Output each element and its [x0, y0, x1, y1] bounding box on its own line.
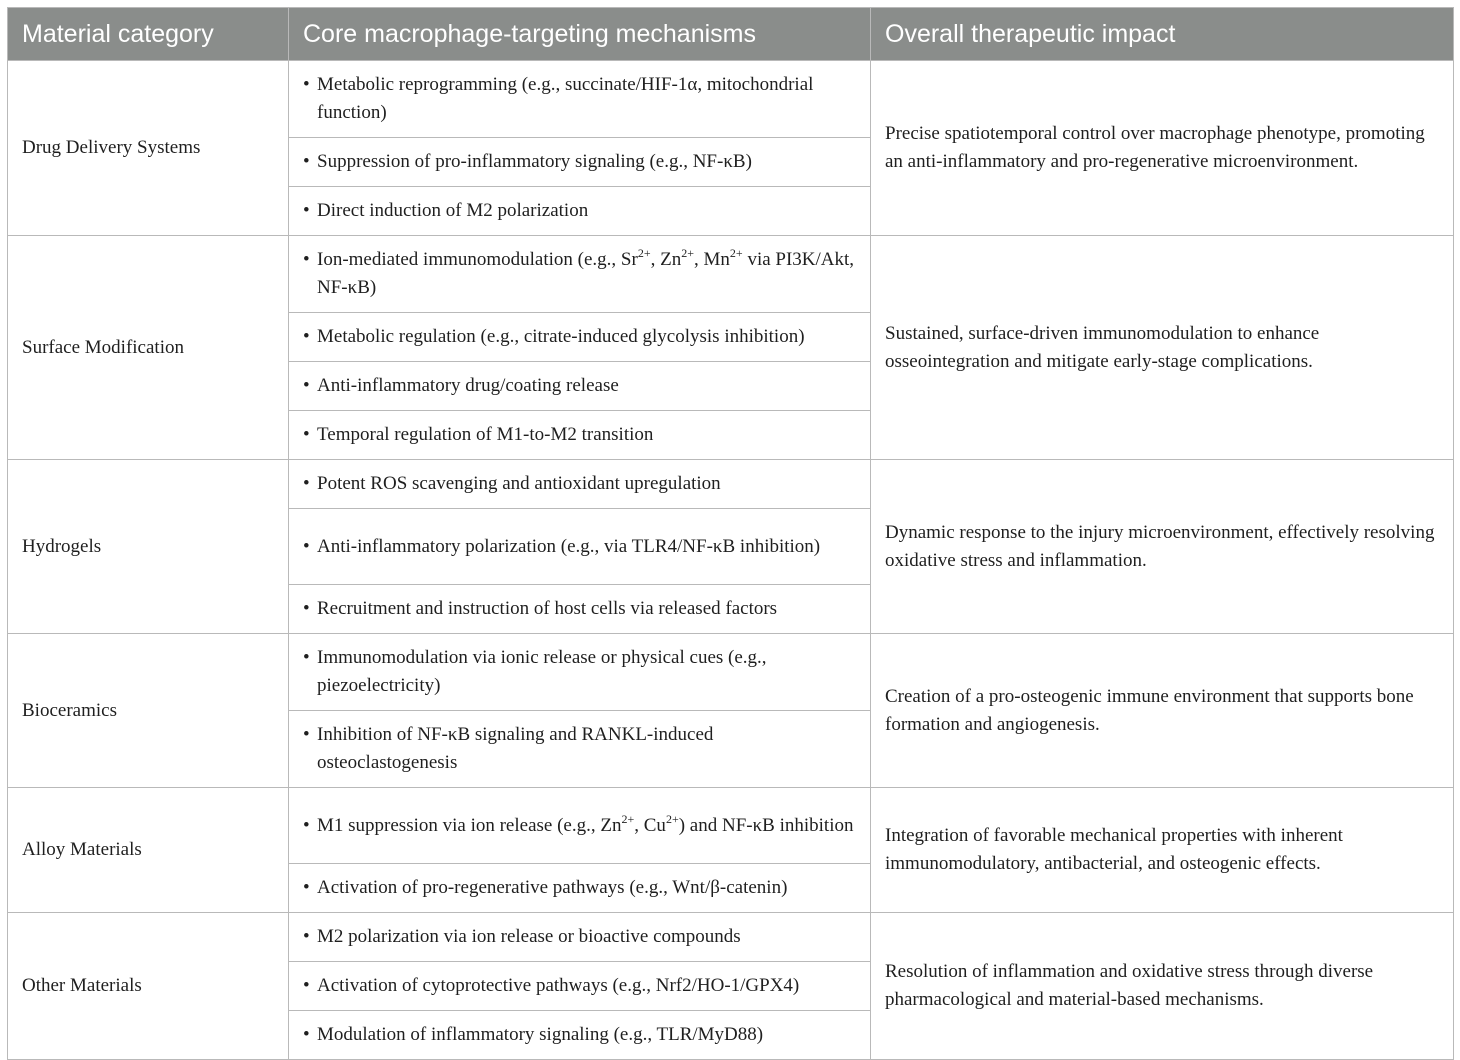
mechanism-text: • Modulation of inflammatory signaling (e.g., TLR/MyD88) [303, 1021, 858, 1049]
mechanism-cell [289, 913, 871, 962]
bullet-glyph: • [303, 535, 310, 557]
therapeutic-impact-cell: Dynamic response to the injury microenvironment, effectively resolving oxidative stress and inflammation. [871, 460, 1454, 634]
therapeutic-impact-cell: Precise spatiotemporal control over macrophage phenotype, promoting an anti-inflammatory and pro-regenerative microenvironment. [871, 61, 1454, 236]
mechanism-cell [289, 61, 871, 138]
bullet-glyph: • [303, 375, 310, 396]
header-core-mechanisms: Core macrophage-targeting mechanisms [289, 8, 871, 61]
bullet-glyph: • [303, 151, 310, 172]
mechanism-cell [289, 313, 871, 362]
header-therapeutic-impact: Overall therapeutic impact [871, 8, 1454, 61]
bullet-glyph: • [303, 814, 310, 836]
bullet-glyph: • [303, 326, 310, 347]
mechanism-text: • M2 polarization via ion release or bioactive compounds [303, 923, 858, 951]
mechanism-text: • Inhibition of NF-κB signaling and RANKL-induced osteoclastogenesis [303, 721, 858, 777]
mechanism-cell [289, 585, 871, 634]
table-row [8, 236, 1454, 313]
material-category-cell: Hydrogels [8, 460, 289, 634]
bullet-glyph: • [303, 200, 310, 221]
mechanism-cell [289, 460, 871, 509]
material-category-cell: Bioceramics [8, 634, 289, 788]
table-header [8, 8, 1454, 61]
mechanism-text: • Recruitment and instruction of host cells via released factors [303, 595, 858, 623]
mechanism-cell [289, 1011, 871, 1060]
mechanism-text: • Immunomodulation via ionic release or physical cues (e.g., piezoelectricity) [303, 644, 858, 700]
mechanism-text: • Temporal regulation of M1-to-M2 transition [303, 421, 858, 449]
mechanism-cell [289, 864, 871, 913]
mechanism-cell [289, 634, 871, 711]
mechanism-text: • Suppression of pro-inflammatory signaling (e.g., NF-κB) [303, 148, 858, 176]
mechanism-text: • Anti-inflammatory drug/coating release [303, 372, 858, 400]
mechanism-text: • Ion-mediated immunomodulation (e.g., $Sr^{2+}$, $Zn^{2+}$, $Mn^{2+}$ via PI3K/Akt, NF-κB) [303, 246, 855, 298]
header-material-category: Material category [8, 8, 289, 61]
table-row [8, 61, 1454, 138]
material-category-cell: Other Materials [8, 913, 289, 1060]
mechanism-text: • Potent ROS scavenging and antioxidant upregulation [303, 470, 858, 498]
therapeutic-impact-cell: Integration of favorable mechanical properties with inherent immunomodulatory, antibacterial, and osteogenic effects. [871, 788, 1454, 913]
bullet-glyph: • [303, 74, 310, 95]
therapeutic-impact-cell: Sustained, surface-driven immunomodulation to enhance osseointegration and mitigate early-stage complications. [871, 236, 1454, 460]
table-row [8, 913, 1454, 962]
mechanism-text: • Anti-inflammatory polarization (e.g., via TLR4/NF-κB inhibition) [303, 533, 858, 561]
mechanism-cell [289, 509, 871, 585]
mechanism-cell [289, 362, 871, 411]
bullet-glyph: • [303, 473, 310, 494]
therapeutic-impact-cell: Resolution of inflammation and oxidative stress through diverse pharmacological and material-based mechanisms. [871, 913, 1454, 1060]
mechanism-cell [289, 138, 871, 187]
mechanism-cell [289, 711, 871, 788]
therapeutic-impact-cell: Creation of a pro-osteogenic immune environment that supports bone formation and angiogenesis. [871, 634, 1454, 788]
mechanism-table [7, 7, 1454, 1060]
mechanism-cell [289, 788, 871, 864]
mechanism-text: • Metabolic reprogramming (e.g., succinate/HIF-1α, mitochondrial function) [303, 71, 858, 127]
header-row [8, 8, 1454, 61]
mechanism-text: • Activation of cytoprotective pathways (e.g., Nrf2/HO-1/GPX4) [303, 972, 858, 1000]
bullet-glyph: • [303, 249, 310, 270]
mechanism-cell [289, 236, 871, 313]
material-category-cell: Surface Modification [8, 236, 289, 460]
mechanism-cell [289, 187, 871, 236]
bullet-glyph: • [303, 598, 310, 619]
bullet-glyph: • [303, 724, 310, 745]
mechanism-text: • M1 suppression via ion release (e.g., $Zn^{2+}$, $Cu^{2+}$) and NF-κB inhibition [303, 812, 858, 840]
table-row [8, 460, 1454, 509]
bullet-glyph: • [303, 877, 310, 898]
bullet-glyph: • [303, 647, 310, 668]
bullet-glyph: • [303, 975, 310, 996]
material-category-cell: Alloy Materials [8, 788, 289, 913]
bullet-glyph: • [303, 926, 310, 947]
mechanism-cell [289, 962, 871, 1011]
table-row [8, 634, 1454, 711]
material-category-cell: Drug Delivery Systems [8, 61, 289, 236]
bullet-glyph: • [303, 424, 310, 445]
mechanism-text: • Direct induction of M2 polarization [303, 197, 858, 225]
mechanism-text: • Metabolic regulation (e.g., citrate-induced glycolysis inhibition) [303, 323, 858, 351]
mechanism-text: • Activation of pro-regenerative pathways (e.g., Wnt/β-catenin) [303, 874, 858, 902]
bullet-glyph: • [303, 1024, 310, 1045]
table-row [8, 788, 1454, 864]
mechanism-cell [289, 411, 871, 460]
table-body [8, 61, 1454, 1060]
